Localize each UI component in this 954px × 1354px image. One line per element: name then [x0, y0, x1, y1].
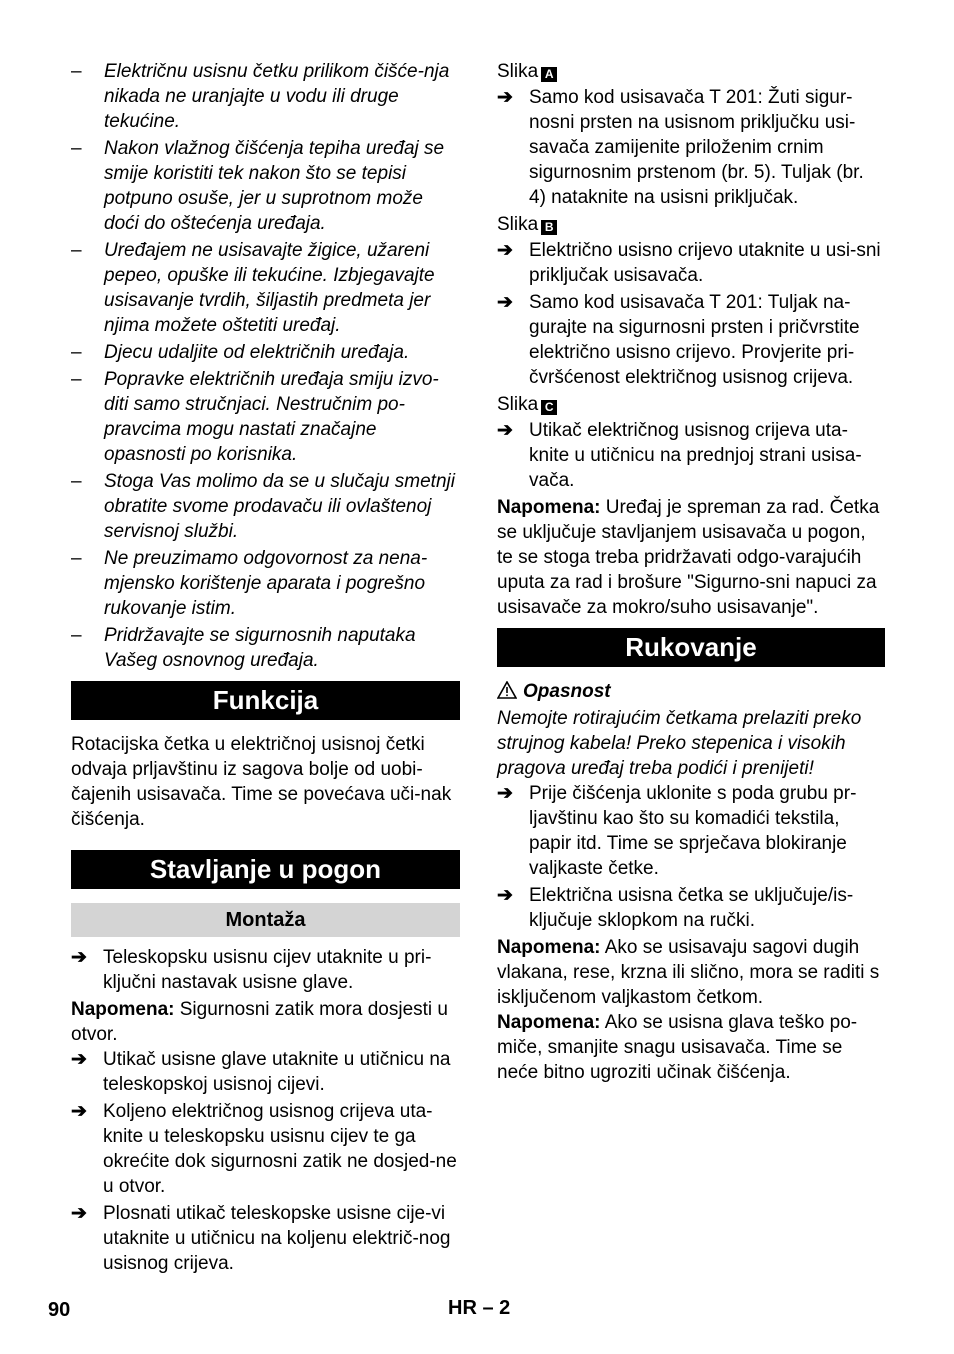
safety-list-text: Pridržavajte se sigurnosnih naputaka Vašeg osnovnog uređaja. [104, 625, 416, 671]
figure-ref-a [497, 59, 885, 84]
note-label: Napomena: [497, 497, 601, 518]
page-number: 90 [48, 1299, 71, 1321]
dash-bullet: – [71, 342, 82, 363]
note-text: Uređaj je spreman za rad. Četka se uključuje stavljanjem usisavača u pogon, te se stoga treba pridržavati odgo-varajućih uputa za rad i brošure "Sigurno-sni napuci za usisavače za mokro/suho usisavanje". [497, 497, 880, 618]
safety-list-item [71, 238, 460, 338]
safety-list-text: Djecu udaljite od električnih uređaja. [104, 342, 410, 363]
dash-bullet: – [71, 240, 82, 261]
note-text: Ako se usisna glava teško po-miče, smanjite snagu usisavača. Time se neće bitno ugroziti učinak čišćenja. [497, 1012, 858, 1083]
ready-note [497, 495, 885, 620]
safety-list-text: Uređajem ne usisavajte žigice, užareni pepeo, opuške ili tekućine. Izbjegavajte usisavanje tvrdih, šiljastih predmeta jer njima možete oštetiti uređaj. [104, 240, 435, 336]
figure-label: Slika [497, 61, 539, 82]
subheading-montaza: Montaža [71, 903, 460, 937]
figure-ref-b [497, 212, 885, 237]
note-label: Napomena: [497, 1012, 601, 1033]
dash-bullet: – [71, 61, 82, 82]
note-label: Napomena: [71, 999, 175, 1020]
section-heading-rukovanje: Rukovanje [497, 628, 885, 667]
safety-list-text: Stoga Vas molimo da se u slučaju smetnji obratite svome prodavaču ili ovlaštenoj servisnoj službi. [104, 471, 455, 542]
safety-list-item [71, 59, 460, 134]
step-b2 [497, 290, 885, 390]
danger-text: Nemojte rotirajućim četkama prelaziti preko strujnog kabela! Preko stepenica i visokih pragova uređaj treba podići i prenijeti! [497, 708, 862, 779]
montaza-step-4 [71, 1201, 460, 1276]
safety-list [71, 59, 460, 673]
danger-heading [497, 679, 885, 706]
note-text: Sigurnosni zatik mora dosjesti u otvor. [71, 999, 448, 1045]
safety-list-text: Nakon vlažnog čišćenja tepiha uređaj se smije koristiti tek nakon što se tepisi potpuno osuše, jer u suprotnom može doći do oštećenja uređaja. [104, 138, 445, 234]
step-text: Koljeno električnog usisnog crijeva uta-knite u teleskopsku usisnu cijev te ga okrećite dok sigurnosni zatik ne dosjed-ne u otvor. [103, 1101, 457, 1197]
carpet-note [497, 935, 885, 1010]
step-text: Utikač usisne glave utaknite u utičnicu na teleskopskoj usisnoj cijevi. [103, 1049, 451, 1095]
power-note [497, 1010, 885, 1085]
section-heading-stavljanje: Stavljanje u pogon [71, 850, 460, 889]
warning-triangle-icon [497, 681, 517, 706]
dash-bullet: – [71, 548, 82, 569]
step-text: Prije čišćenja uklonite s poda grubu pr-ljavštinu kao što su komadići tekstila, papir itd. Time se sprječava blokiranje valjkaste četke. [529, 783, 857, 879]
step-a [497, 85, 885, 210]
arrow-icon: ➔ [497, 292, 513, 313]
arrow-icon: ➔ [497, 783, 513, 804]
safety-list-item [71, 623, 460, 673]
step-text: Električno usisno crijevo utaknite u usi-sni priključak usisavača. [529, 240, 881, 286]
step-b1 [497, 238, 885, 288]
safety-list-item [71, 546, 460, 621]
step-c [497, 418, 885, 493]
dash-bullet: – [71, 138, 82, 159]
arrow-icon: ➔ [497, 420, 513, 441]
figure-label: Slika [497, 394, 539, 415]
arrow-icon: ➔ [71, 1101, 87, 1122]
safety-list-item [71, 469, 460, 544]
figure-badge-a: A [541, 67, 557, 82]
montaza-note [71, 997, 460, 1047]
funkcija-text: Rotacijska četka u električnoj usisnoj četki odvaja prljavštinu iz sagova bolje od uobi-čajenih usisavača. Time se povećava uči-nak čišćenja. [71, 734, 452, 830]
safety-list-item [71, 340, 460, 365]
montaza-step-2 [71, 1047, 460, 1097]
safety-list-item [71, 136, 460, 236]
arrow-icon: ➔ [497, 240, 513, 261]
left-column [71, 59, 460, 1278]
figure-badge-c: C [541, 400, 557, 415]
safety-list-text: Ne preuzimamo odgovornost za nena-mjensko korištenje aparata i pogrešno rukovanje istim. [104, 548, 428, 619]
rukovanje-step-2 [497, 883, 885, 933]
safety-list-text: Električnu usisnu četku prilikom čišće-nja nikada ne uranjajte u vodu ili druge tekućine. [104, 61, 450, 132]
step-text: Samo kod usisavača T 201: Tuljak na-gurajte na sigurnosni prsten i pričvrstite električno usisno crijevo. Provjerite pri-čvršćenost električnog usisnog crijeva. [529, 292, 860, 388]
figure-ref-c [497, 392, 885, 417]
dash-bullet: – [71, 625, 82, 646]
arrow-icon: ➔ [71, 947, 87, 968]
montaza-step-1 [71, 945, 460, 995]
arrow-icon: ➔ [71, 1049, 87, 1070]
arrow-icon: ➔ [497, 885, 513, 906]
step-text: Električna usisna četka se uključuje/is-ključuje sklopkom na ručki. [529, 885, 854, 931]
section-heading-funkcija: Funkcija [71, 681, 460, 720]
arrow-icon: ➔ [71, 1203, 87, 1224]
figure-label: Slika [497, 214, 539, 235]
step-text: Teleskopsku usisnu cijev utaknite u pri-ključni nastavak usisne glave. [103, 947, 432, 993]
safety-list-item [71, 367, 460, 467]
safety-list-text: Popravke električnih uređaja smiju izvo-diti samo stručnjaci. Nestručnim po-pravcima mogu nastati značajne opasnosti po korisnika. [104, 369, 439, 465]
right-column [497, 59, 885, 1085]
dash-bullet: – [71, 369, 82, 390]
rukovanje-step-1 [497, 781, 885, 881]
dash-bullet: – [71, 471, 82, 492]
step-text: Utikač električnog usisnog crijeva uta-knite u utičnicu na prednjoj strani usisa-vača. [529, 420, 862, 491]
arrow-icon: ➔ [497, 87, 513, 108]
step-text: Plosnati utikač teleskopske usisne cije-vi utaknite u utičnicu na koljenu električ-nog usisnog crijeva. [103, 1203, 451, 1274]
figure-badge-b: B [541, 220, 557, 235]
note-label: Napomena: [497, 937, 601, 958]
note-text: Ako se usisavaju sagovi dugih vlakana, rese, krzna ili slično, mora se raditi s isključenom valjkastom četkom. [497, 937, 880, 1008]
language-page-label: HR – 2 [448, 1297, 511, 1319]
step-text: Samo kod usisavača T 201: Žuti sigur-nosni prsten na usisnom priključku usi-savača zamijenite priloženim crnim sigurnosnim prstenom (br. 5). Tuljak (br. 4) nataknite na usisni priključak. [529, 87, 864, 208]
danger-title: Opasnost [523, 681, 611, 702]
montaza-step-3 [71, 1099, 460, 1199]
